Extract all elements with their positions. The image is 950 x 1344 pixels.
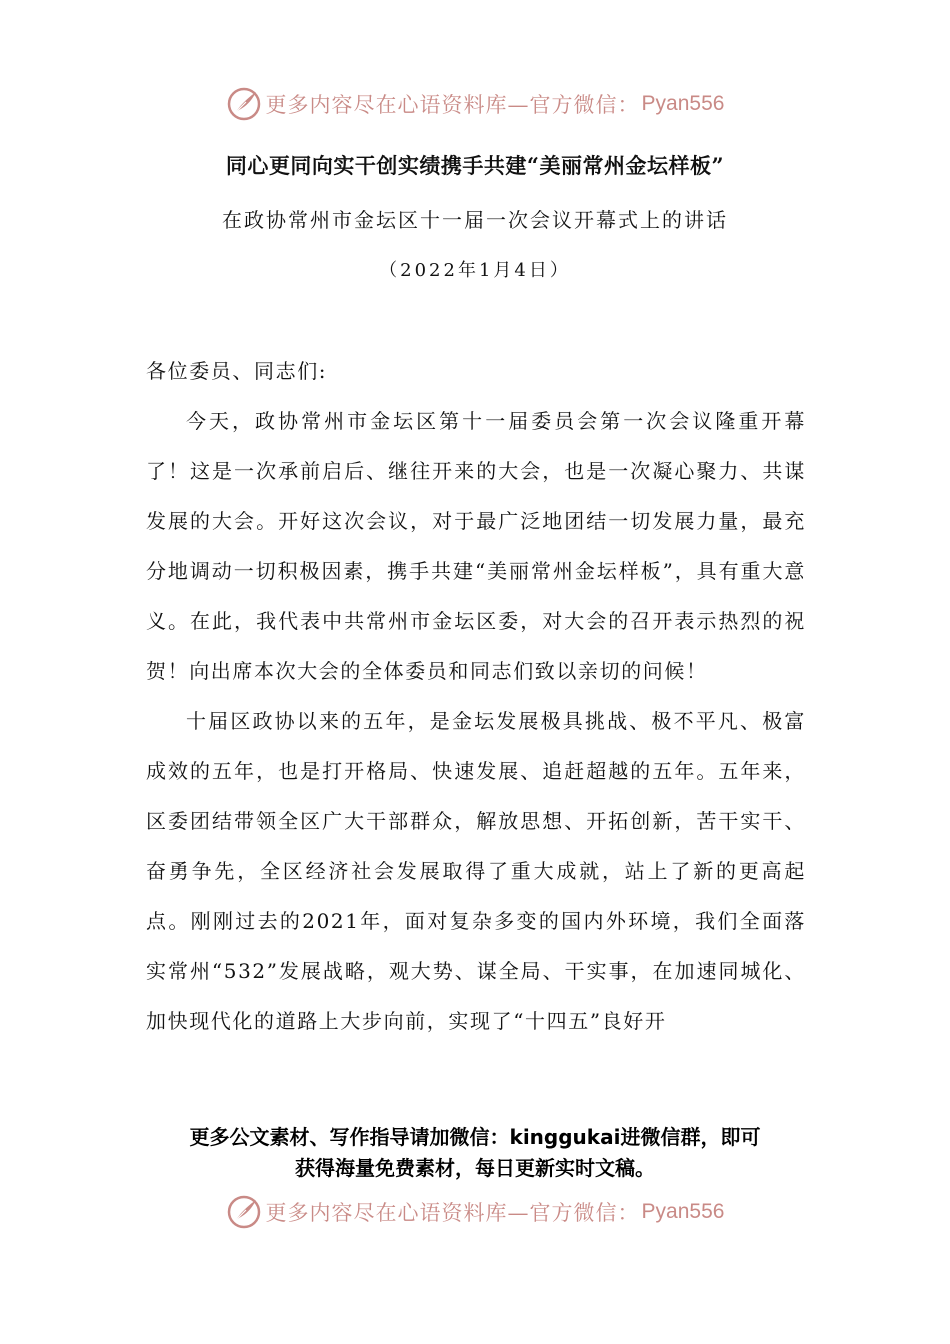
header-watermark bbox=[0, 84, 950, 124]
watermark-wechat-id: Pyan556 bbox=[641, 1200, 725, 1223]
watermark-wechat-id: Pyan556 bbox=[641, 92, 725, 115]
watermark-text: 更多内容尽在心语资料库—官方微信： bbox=[265, 93, 640, 117]
document-subtitle: 在政协常州市金坛区十一届一次会议开幕式上的讲话 bbox=[222, 208, 728, 232]
body-paragraph: 今天，政协常州市金坛区第十一届委员会第一次会议隆重开幕了！这是一次承前启后、继往开来的大会，也是一次凝心聚力、共谋发展的大会。开好这次会议，对于最广泛地团结一切发展力量，最充分地调动一切积极因素，携手共建“美丽常州金坛样板”，具有重大意义。在此，我代表中共常州市金坛区委，对大会的召开表示热烈的祝贺！向出席本次大会的全体委员和同志们致以亲切的问候！ bbox=[146, 409, 806, 683]
quill-logo-icon bbox=[226, 1194, 262, 1230]
body-paragraph: 十届区政协以来的五年，是金坛发展极具挑战、极不平凡、极富成效的五年，也是打开格局、快速发展、追赶超越的五年。五年来，区委团结带领全区广大干部群众，解放思想、开拓创新，苦干实干、奋勇争先，全区经济社会发展取得了重大成就，站上了新的更高起点。刚刚过去的2021年，面对复杂多变的国内外环境，我们全面落实常州“532”发展战略，观大势、谋全局、干实事，在加速同城化、加快现代化的道路上大步向前，实现了“十四五”良好开 bbox=[146, 709, 806, 1033]
document-date: （2022年1月4日） bbox=[379, 260, 571, 281]
salutation: 各位委员、同志们: bbox=[146, 359, 328, 383]
quill-logo-icon bbox=[226, 86, 262, 122]
document-body bbox=[146, 346, 806, 1046]
promo-notice bbox=[0, 1122, 950, 1184]
document-title: 同心更同向实干创实绩携手共建“美丽常州金坛样板” bbox=[225, 153, 725, 178]
promo-line: 获得海量免费素材，每日更新实时文稿。 bbox=[295, 1156, 655, 1180]
watermark-text: 更多内容尽在心语资料库—官方微信： bbox=[265, 1201, 640, 1225]
promo-line: 更多公文素材、写作指导请加微信：kinggukai进微信群，即可 bbox=[189, 1125, 761, 1149]
footer-watermark bbox=[0, 1192, 950, 1232]
